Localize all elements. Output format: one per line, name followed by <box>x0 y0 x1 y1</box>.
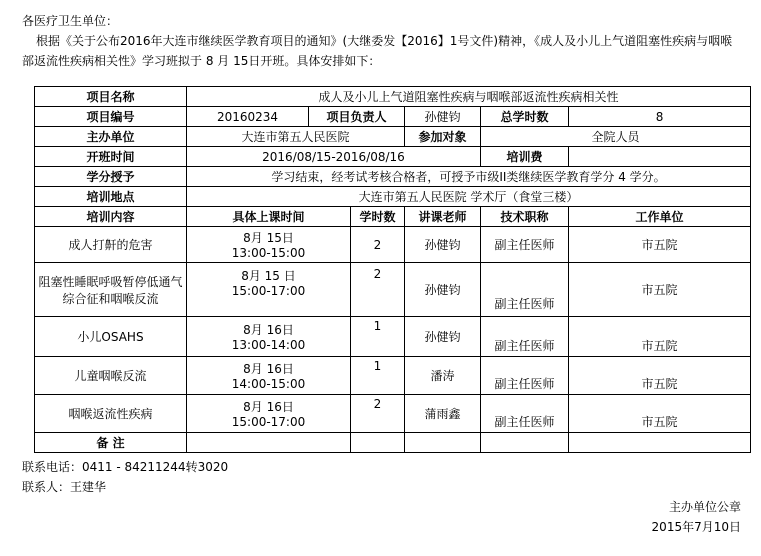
place-label: 培训地点 <box>35 187 187 207</box>
course-content: 成人打鼾的危害 <box>35 227 187 263</box>
header-teacher: 讲课老师 <box>405 207 481 227</box>
course-unit: 市五院 <box>569 317 751 357</box>
course-title: 副主任医师 <box>481 317 569 357</box>
remark-cell <box>569 433 751 453</box>
remark-cell <box>351 433 405 453</box>
start-time-label: 开班时间 <box>35 147 187 167</box>
table-row <box>35 317 751 357</box>
course-hours: 2 <box>351 395 405 433</box>
course-date: 8月 16日 <box>243 400 294 414</box>
header-content: 培训内容 <box>35 207 187 227</box>
fee-label: 培训费 <box>481 147 569 167</box>
remark-row <box>35 433 751 453</box>
course-time <box>187 395 351 433</box>
schedule-table <box>34 86 751 453</box>
course-time <box>187 357 351 395</box>
course-unit: 市五院 <box>569 357 751 395</box>
letter-body-line1: 根据《关于公布2016年大连市继续医学教育项目的通知》(大继委发【2016】1号文件)精神，《成人及小儿上气道阻塞性疾病与咽喉 <box>36 34 733 48</box>
remark-cell <box>481 433 569 453</box>
total-hours-label: 总学时数 <box>481 107 569 127</box>
total-hours-value: 8 <box>569 107 751 127</box>
remark-label: 备 注 <box>35 433 187 453</box>
course-content: 儿童咽喉反流 <box>35 357 187 395</box>
table-row <box>35 357 751 395</box>
course-teacher: 蒲雨鑫 <box>405 395 481 433</box>
row-project-name <box>35 87 751 107</box>
row-start-time <box>35 147 751 167</box>
audience-value: 全院人员 <box>481 127 751 147</box>
course-date: 8月 15日 <box>243 231 294 245</box>
fee-value <box>569 147 751 167</box>
course-hours-range: 14:00-15:00 <box>231 377 306 391</box>
start-time-value: 2016/08/15-2016/08/16 <box>187 147 481 167</box>
contact-person: 联系人：王建华 <box>22 480 107 494</box>
course-hours: 2 <box>351 263 405 317</box>
row-credit <box>35 167 751 187</box>
course-teacher: 孙健钧 <box>405 227 481 263</box>
course-hours: 1 <box>351 357 405 395</box>
row-organizer <box>35 127 751 147</box>
course-time <box>187 317 351 357</box>
course-date: 8月 16日 <box>243 362 294 376</box>
course-hours-range: 15:00-17:00 <box>231 415 306 429</box>
row-place <box>35 187 751 207</box>
credit-value: 学习结束，经考试考核合格者，可授予市级II类继续医学教育学分 4 学分。 <box>187 167 751 187</box>
course-header-row <box>35 207 751 227</box>
course-title: 副主任医师 <box>481 263 569 317</box>
course-hours-range: 15:00-17:00 <box>231 284 306 298</box>
remark-cell <box>405 433 481 453</box>
issue-date: 2015年7月10日 <box>651 520 741 534</box>
project-code-label: 项目编号 <box>35 107 187 127</box>
project-name-value: 成人及小儿上气道阻塞性疾病与咽喉部返流性疾病相关性 <box>187 87 751 107</box>
course-hours-range: 13:00-15:00 <box>231 246 306 260</box>
course-hours: 1 <box>351 317 405 357</box>
course-time <box>187 263 351 317</box>
header-hours: 学时数 <box>351 207 405 227</box>
course-hours-range: 13:00-14:00 <box>231 338 306 352</box>
course-title: 副主任医师 <box>481 357 569 395</box>
project-name-label: 项目名称 <box>35 87 187 107</box>
course-content: 咽喉返流性疾病 <box>35 395 187 433</box>
table-row <box>35 263 751 317</box>
course-teacher: 孙健钧 <box>405 263 481 317</box>
salutation: 各医疗卫生单位： <box>22 14 119 28</box>
letter-body-line2: 部返流性疾病相关性》学习班拟于 8 月 15日开班。具体安排如下： <box>22 54 381 68</box>
course-date: 8月 16日 <box>243 323 294 337</box>
project-leader-label: 项目负责人 <box>309 107 405 127</box>
course-unit: 市五院 <box>569 263 751 317</box>
header-title: 技术职称 <box>481 207 569 227</box>
organizer-seal: 主办单位公章 <box>668 500 741 514</box>
place-value: 大连市第五人民医院 学术厅（食堂三楼） <box>187 187 751 207</box>
course-time <box>187 227 351 263</box>
course-content: 小儿OSAHS <box>35 317 187 357</box>
course-date: 8月 15 日 <box>241 269 296 283</box>
course-teacher: 潘涛 <box>405 357 481 395</box>
remark-cell <box>187 433 351 453</box>
course-content: 阻塞性睡眠呼吸暂停低通气 综合征和咽喉反流 <box>35 263 187 317</box>
audience-label: 参加对象 <box>405 127 481 147</box>
table-row <box>35 227 751 263</box>
organizer-value: 大连市第五人民医院 <box>187 127 405 147</box>
contact-phone: 联系电话：0411 - 84211244转3020 <box>22 460 229 474</box>
course-title: 副主任医师 <box>481 395 569 433</box>
table-row <box>35 395 751 433</box>
credit-label: 学分授予 <box>35 167 187 187</box>
row-project-code <box>35 107 751 127</box>
project-leader-value: 孙健钧 <box>405 107 481 127</box>
header-unit: 工作单位 <box>569 207 751 227</box>
project-code-value: 20160234 <box>187 107 309 127</box>
course-teacher: 孙健钧 <box>405 317 481 357</box>
organizer-label: 主办单位 <box>35 127 187 147</box>
course-unit: 市五院 <box>569 227 751 263</box>
course-unit: 市五院 <box>569 395 751 433</box>
course-title: 副主任医师 <box>481 227 569 263</box>
header-time: 具体上课时间 <box>187 207 351 227</box>
course-hours: 2 <box>351 227 405 263</box>
